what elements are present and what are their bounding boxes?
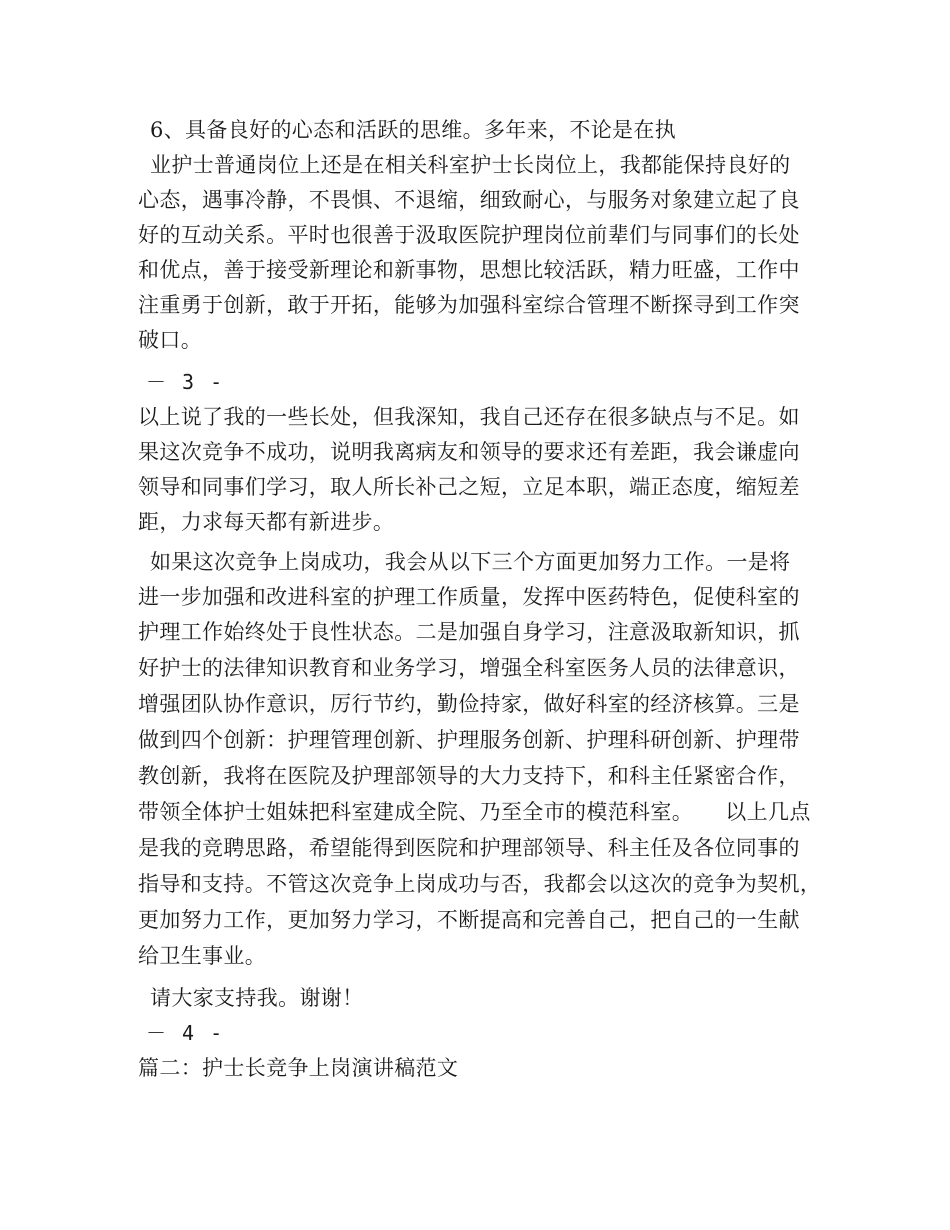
paragraph-line: 增强团队协作意识，厉行节约，勤俭持家，做好科室的经济核算。三是 [138, 692, 800, 716]
paragraph-line: 领导和同事们学习，取人所长补己之短，立足本职，端正态度，缩短差 [138, 475, 800, 499]
paragraph-line: 注重勇于创新，敢于开拓，能够为加强科室综合管理不断探寻到工作突 [138, 293, 800, 317]
paragraph-line: 是我的竞聘思路，希望能得到医院和护理部领导、科主任及各位同事的 [138, 836, 800, 860]
paragraph-line: 心态，遇事冷静，不畏惧、不退缩，细致耐心，与服务对象建立起了良 [138, 188, 800, 212]
paragraph-line: 教创新，我将在医院及护理部领导的大力支持下，和科主任紧密合作， [138, 764, 800, 788]
page-number: － 3 - [146, 370, 225, 394]
paragraph-line: 果这次竞争不成功，说明我离病友和领导的要求还有差距，我会谦虚向 [138, 440, 800, 464]
paragraph-line: 6、具备良好的心态和活跃的思维。多年来，不论是在执 [150, 118, 677, 142]
paragraph-line: 进一步加强和改进科室的护理工作质量，发挥中医药特色，促使科室的 [138, 585, 800, 609]
paragraph-line: 请大家支持我。谢谢！ [150, 986, 364, 1010]
paragraph-line: 以上说了我的一些长处，但我深知，我自己还存在很多缺点与不足。如 [138, 405, 800, 429]
paragraph-line: 更加努力工作，更加努力学习，不断提高和完善自己，把自己的一生献 [138, 908, 800, 932]
paragraph-line: 破口。 [138, 328, 203, 352]
paragraph-line: 给卫生事业。 [138, 944, 267, 968]
paragraph-line: 带领全体护士姐妹把科室建成全院、乃至全市的模范科室。 以上几点 [138, 800, 811, 824]
paragraph-line: 和优点，善于接受新理论和新事物，思想比较活跃，精力旺盛，工作中 [138, 258, 800, 282]
paragraph-line: 业护士普通岗位上还是在相关科室护士长岗位上，我都能保持良好的 [150, 153, 791, 177]
paragraph-line: 距，力求每天都有新进步。 [138, 510, 395, 534]
paragraph-line: 好的互动关系。平时也很善于汲取医院护理岗位前辈们与同事们的长处 [138, 223, 800, 247]
paragraph-line: 好护士的法律知识教育和业务学习，增强全科室医务人员的法律意识， [138, 656, 800, 680]
page-number: － 4 - [146, 1021, 225, 1045]
paragraph-line: 做到四个创新：护理管理创新、护理服务创新、护理科研创新、护理带 [138, 728, 800, 752]
section-heading: 篇二：护士长竞争上岗演讲稿范文 [138, 1056, 459, 1080]
paragraph-line: 如果这次竞争上岗成功，我会从以下三个方面更加努力工作。一是将 [150, 550, 791, 574]
paragraph-line: 指导和支持。不管这次竞争上岗成功与否，我都会以这次的竞争为契机， [138, 872, 822, 896]
paragraph-line: 护理工作始终处于良性状态。二是加强自身学习，注意汲取新知识，抓 [138, 620, 800, 644]
